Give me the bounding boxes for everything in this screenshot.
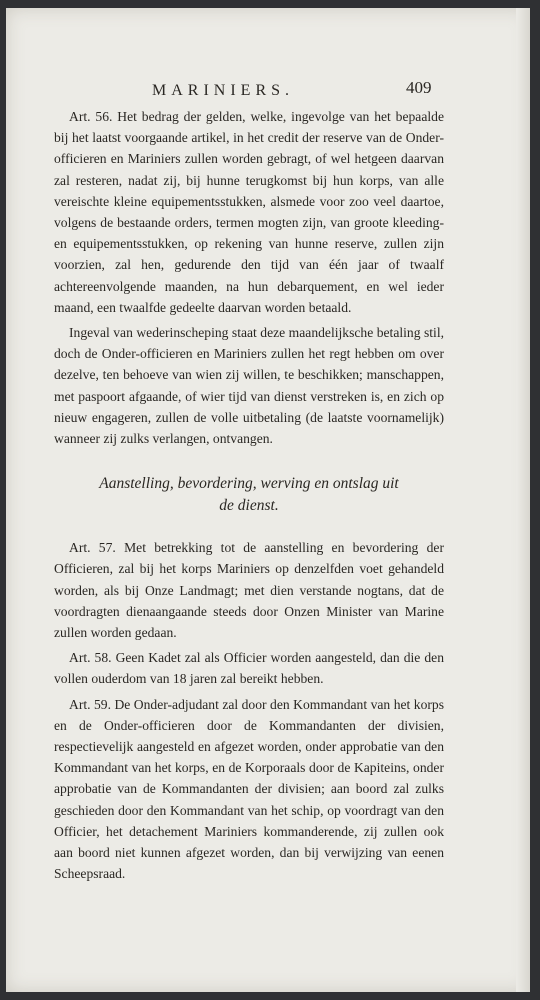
article-56-continuation [54,322,444,449]
article-59 [54,694,444,885]
article-58-text: Geen Kadet zal als Officier worden aangesteld, dan die den vollen ouderdom van 18 jaren zal bereikt hebben. [54,650,444,687]
article-57 [54,537,444,643]
article-56-continuation-text: Ingeval van wederinscheping staat deze maandelijksche betaling stil, doch de Onder-officieren en Mariniers zullen het regt hebben om over dezelve, ten behoeve van wien zij willen, te beschikken; manschappen, met paspoort afgaande, of wier tijd van dienst verstreken is, en zich op nieuw engageren, zullen de volle uitbetaling (de laatste voornamelijk) wanneer zij zulks verlangen, ontvangen. [54,325,444,447]
article-59-label: Art. 59. [69,696,111,712]
article-56 [54,106,444,318]
section-heading-line-1: Aanstelling, bevordering, werving en ontslag uit [99,475,399,493]
article-57-label: Art. 57. [69,540,116,556]
running-title: MARINIERS. [152,82,295,99]
article-56-text: Het bedrag der gelden, welke, ingevolge van het bepaalde bij het laatst voorgaande artikel, in het credit der reserve van de Onder-officieren en Mariniers zullen worden gebragt, of wel hetgeen daarvan zal resteren, nadat zij, bij hunne terugkomst bij hun korps, van alle vereischte kleine equipementsstukken, alsmede voor zoo veel daartoe, volgens de bestaande orders, termen mogten zijn, van groote kleeding- en equipementsstukken, op rekening van hunne reserve, zullen zijn voorzien, zal hen, gedurende den tijd van één jaar of twaalf achtereenvolgende maanden, na hun debarquement, en wel ieder maand, een twaalfde gedeelte daarvan worden betaald. [54,109,444,315]
book-page [6,8,530,992]
article-59-text: De Onder-adjudant zal door den Kommandant van het korps en de Onder-officieren door de Kommandanten der divisien, respectievelijk aangesteld en afgezet worden, onder approbatie van den Kommandant van het korps, en de Korporaals door de Kapiteins, onder approbatie van de Kommandanten der divisien; aan boord zal zulks geschieden door den Kommandant van het schip, op voordragt van den Officier, het detachement Mariniers kommanderende, zij zullen ook aan boord niet kunnen afgezet worden, dan bij verwijzing van eenen Scheepsraad. [54,696,444,882]
article-56-label: Art. 56. [69,109,113,124]
page-edge [516,8,530,992]
running-head [54,70,444,100]
article-58 [54,647,444,689]
page-number: 409 [406,78,432,97]
article-57-text: Met betrekking tot de aanstelling en bevordering der Officieren, zal bij het korps Mariniers op denzelfden voet gehandeld worden, als bij Onze Landmagt; met dien verstande nogtans, dat de voordragten dienaangaande steeds door Onzen Minister van Marine zullen worden gedaan. [54,540,444,641]
section-heading-line-2: de dienst. [219,497,279,515]
article-58-label: Art. 58. [69,650,112,666]
page-content [54,70,444,885]
section-heading [54,473,444,517]
